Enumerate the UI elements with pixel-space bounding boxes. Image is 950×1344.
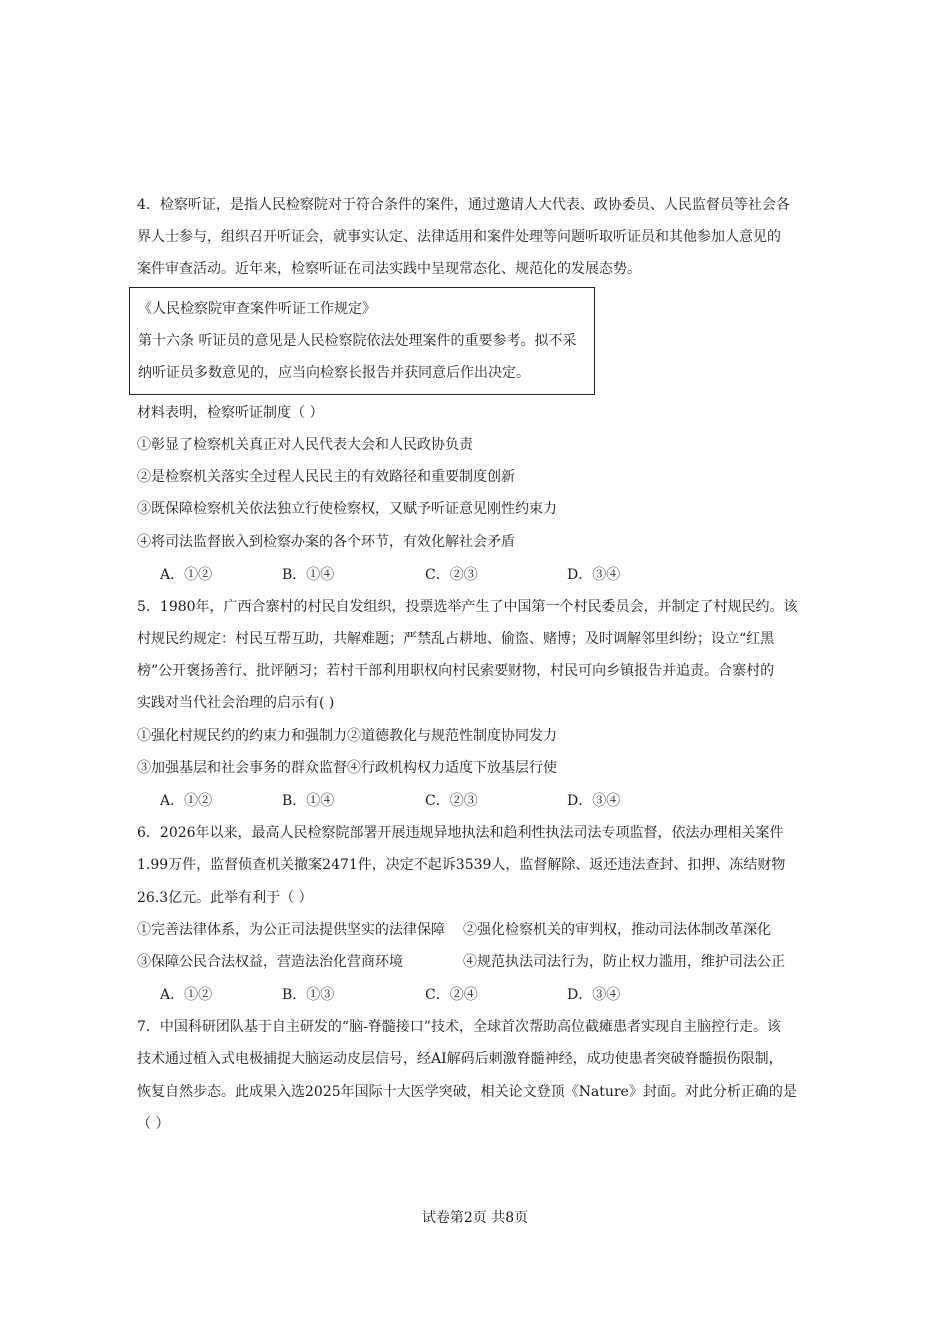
q6-item-2: ②强化检察机关的审判权，推动司法体制改革深化 — [463, 922, 771, 938]
q7-stem-line-3: 恢复自然步态。此成果入选2025年国际十大医学突破，相关论文登顶《Nature》封面。对此分析正确的是 — [137, 1084, 797, 1100]
q5-stem-line-3: 榜”公开褒扬善行、批评陋习；若村干部利用职权向村民索要财物，村民可向乡镇报告并追责。合寨村的 — [137, 663, 775, 679]
q5-items-line-2: ③加强基层和社会事务的群众监督④行政机构权力适度下放基层行使 — [137, 760, 557, 776]
q5-option-a[interactable]: A．①② — [160, 793, 213, 809]
q4-stem-line-3: 案件审查活动。近年来，检察听证在司法实践中呈现常态化、规范化的发展态势。 — [137, 261, 641, 277]
page-footer: 试卷第2页 共8页 — [421, 1210, 529, 1226]
q5-option-c[interactable]: C．②③ — [425, 793, 478, 809]
q4-option-b[interactable]: B．①④ — [282, 567, 335, 583]
q6-stem-line-1: 6．2026年以来，最高人民检察院部署开展违规异地执法和趋利性执法司法专项监督，依法办理相关案件 — [137, 825, 784, 841]
q6-item-3: ③保障公民合法权益，营造法治化营商环境 — [137, 954, 403, 970]
q6-stem-line-2: 1.99万件，监督侦查机关撤案2471件，决定不起诉3539人，监督解除、返还违法查封、扣押、冻结财物 — [137, 857, 786, 873]
q4-option-c[interactable]: C．②③ — [425, 567, 478, 583]
q4-item-4: ④将司法监督嵌入到检察办案的各个环节，有效化解社会矛盾 — [137, 534, 515, 550]
q5-stem-line-1: 5．1980年，广西合寨村的村民自发组织，投票选举产生了中国第一个村民委员会，并制定了村规民约。该 — [137, 599, 798, 615]
q4-stem-line-1: 4．检察听证，是指人民检察院对于符合条件的案件，通过邀请人大代表、政协委员、人民监督员等社会各 — [137, 197, 790, 213]
q6-item-4: ④规范执法司法行为，防止权力滥用，维护司法公正 — [463, 954, 785, 970]
q5-option-d[interactable]: D．③④ — [567, 793, 621, 809]
q5-option-b[interactable]: B．①④ — [282, 793, 335, 809]
q6-stem-line-3: 26.3亿元。此举有利于（ ） — [137, 890, 313, 906]
q7-stem-line-4: （ ） — [137, 1116, 170, 1132]
q6-option-c[interactable]: C．②④ — [425, 987, 478, 1003]
q7-stem-line-2: 技术通过植入式电极捕捉大脑运动皮层信号，经AI解码后刺激脊髓神经，成功使患者突破脊髓损伤限制， — [137, 1051, 783, 1067]
q4-option-d[interactable]: D．③④ — [567, 567, 621, 583]
q4-item-3: ③既保障检察机关依法独立行使检察权，又赋予听证意见刚性约束力 — [137, 501, 557, 517]
q6-option-b[interactable]: B．①③ — [282, 987, 335, 1003]
q4-prompt: 材料表明，检察听证制度（ ） — [137, 405, 324, 421]
q6-option-d[interactable]: D．③④ — [567, 987, 621, 1003]
q5-stem-line-4: 实践对当代社会治理的启示有( ) — [137, 695, 335, 711]
q6-option-a[interactable]: A．①② — [160, 987, 213, 1003]
q4-box-title: 《人民检察院审查案件听证工作规定》 — [138, 301, 376, 317]
q4-item-2: ②是检察机关落实全过程人民民主的有效路径和重要制度创新 — [137, 469, 515, 485]
q4-item-1: ①彰显了检察机关真正对人民代表大会和人民政协负责 — [137, 437, 473, 453]
q5-stem-line-2: 村规民约规定：村民互帮互助，共解难题；严禁乱占耕地、偷盗、赌博；及时调解邻里纠纷；设立“红黑 — [137, 631, 775, 647]
q6-item-1: ①完善法律体系，为公正司法提供坚实的法律保障 — [137, 922, 445, 938]
q7-stem-line-1: 7．中国科研团队基于自主研发的“脑-脊髓接口”技术，全球首次帮助高位截瘫患者实现自主脑控行走。该 — [137, 1019, 781, 1035]
q4-material-box — [129, 287, 595, 395]
q4-box-line-2: 纳听证员多数意见的，应当向检察长报告并获同意后作出决定。 — [138, 365, 530, 381]
q4-box-line-1: 第十六条 听证员的意见是人民检察院依法处理案件的重要参考。拟不采 — [138, 333, 577, 349]
q5-items-line-1: ①强化村规民约的约束力和强制力②道德教化与规范性制度协同发力 — [137, 728, 557, 744]
q4-stem-line-2: 界人士参与，组织召开听证会，就事实认定、法律适用和案件处理等问题听取听证员和其他参加人意见的 — [137, 229, 781, 245]
q4-option-a[interactable]: A．①② — [160, 567, 213, 583]
